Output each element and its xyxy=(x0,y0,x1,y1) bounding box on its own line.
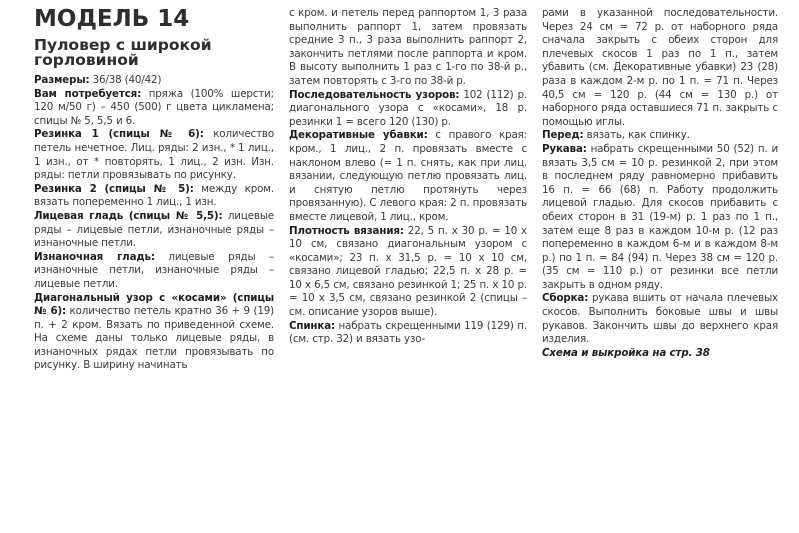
section-text: пряжа (100% шерсти; 120 м/50 г) – 450 (500) г цвета цикламена; спицы № 5, 5,5 и 6. xyxy=(34,87,274,127)
column-3-body xyxy=(542,7,778,347)
section-text: 22, 5 п. х 30 р. = 10 х 10 см, связано диагональным узором с «косами»; 23 п. х 31,5 р. = 10 х 10 см, связано лицевой гладью; 22,5 п. х 28 р. = 10 х 6,5 см, связано резинкой 1; 25 п. х 10 р. = 10 х 3,5 см, связано резинкой 2 (спицы – см. описание узоров выше). xyxy=(289,224,527,319)
section-text: с кром. и петель перед раппортом 1, 3 раза выполнить раппорт 1, затем провязать средние 3 п., 3 раза выполнить раппорт 2, закончить петлями после раппорта и кром. В высоту выполнить 1 раз с 1-го по 38-й р., затем повторять с 3-го по 38-й р. xyxy=(289,7,527,87)
paragraph xyxy=(289,7,527,89)
paragraph xyxy=(34,74,274,88)
paragraph xyxy=(542,129,778,143)
section-text: количество петель нечетное. Лиц. ряды: 2 изн., * 1 лиц., 1 изн., от * повторять, 1 лиц., 2 изн. Изн. ряды: петли провязывать по рисунку. xyxy=(34,128,274,182)
section-heading: Декоративные убавки: xyxy=(289,129,428,142)
section-text: количество петель кратно 36 + 9 (19) п. + 2 кром. Вязать по приведенной схеме. На схеме даны только лицевые ряды, в изнаночных рядах петли провязывать по рисунку. В ширину начинать xyxy=(34,305,274,372)
section-heading: Диагональный узор с «косами» (спицы № 6): xyxy=(34,291,274,318)
section-text: набрать скрещенными 50 (52) п. и вязать 3,5 см = 10 р. резинкой 2, при этом в последнем ряду равномерно прибавить 16 п. = 66 (68) п. Работу продолжить лицевой гладью. Для скосов прибавить с обеих сторон в 31 (19-м) р. 1 раз по 1 п., затем еще 8 раз в каждом 10-м р. (12 раз попеременно в каждом 6-м и в каждом 8-м р.) по 1 п. = 84 (94) п. Через 38 см = 120 р. (35 см = 110 р.) от резинки все петли закрыть в одном ряду. xyxy=(542,142,778,291)
paragraph xyxy=(289,89,527,130)
section-heading: Последовательность узоров: xyxy=(289,88,460,101)
paragraph xyxy=(34,183,274,210)
section-heading: Резинка 1 (спицы № 6): xyxy=(34,128,204,141)
section-text: набрать скрещенными 119 (129) п. (см. стр. 32) и вязать узо- xyxy=(289,319,527,346)
section-heading: Изнаночная гладь: xyxy=(34,250,155,263)
section-text: рами в указанной последовательности. Через 24 см = 72 р. от наборного ряда сначала закрыть с обеих сторон для плечевых скосов 1 раз по 1 п., затем убавить (см. Декоративные убавки) 23 (28) раза в каждом 2-м р. по 1 п. = 71 п. Через 40,5 см = 120 р. (44 см = 130 р.) от наборного ряда оставшиеся 71 п. закрыть с помощью иглы. xyxy=(542,7,778,128)
paragraph xyxy=(289,129,527,224)
section-heading: Резинка 2 (спицы № 5): xyxy=(34,182,194,195)
section-heading: Плотность вязания: xyxy=(289,224,404,237)
section-text: лицевые ряды – лицевые петли, изнаночные ряды – изнаночные петли. xyxy=(34,209,274,250)
model-title: МОДЕЛЬ 14 xyxy=(34,6,190,32)
paragraph xyxy=(34,210,274,251)
paragraph xyxy=(542,143,778,293)
section-heading: Размеры: xyxy=(34,74,90,86)
paragraph xyxy=(34,88,274,129)
column-3 xyxy=(542,7,778,360)
section-heading: Вам потребуется: xyxy=(34,87,142,100)
section-text: с правого края: кром., 1 лиц., 2 п. провязать вместе с наклоном влево (= 1 п. снять, как при лиц. вязании, следующую петлю провязать лиц. и снятую петлю протянуть через провязанную). С левого края: 2 п. провязать вместе лицевой, 1 лиц., кром. xyxy=(289,129,528,223)
section-text: вязать, как спинку. xyxy=(583,129,690,142)
section-heading: Рукава: xyxy=(542,142,587,155)
column-1-body xyxy=(34,74,274,373)
paragraph xyxy=(34,251,274,292)
section-text: между кром. вязать попеременно 1 лиц., 1 изн. xyxy=(34,182,274,209)
column-2 xyxy=(289,7,527,347)
paragraph xyxy=(542,7,778,129)
section-text: 102 (112) р. диагонального узора с «косами», 18 р. резинки 1 = всего 120 (130) р. xyxy=(289,88,527,128)
column-2-body xyxy=(289,7,527,347)
section-text: 36/38 (40/42) xyxy=(89,74,162,86)
section-heading: Лицевая гладь (спицы № 5,5): xyxy=(34,209,223,222)
section-text: рукава вшить от начала плечевых скосов. Выполнить боковые швы и швы рукавов. Закончить швы до верхнего края изделия. xyxy=(542,292,778,346)
model-subtitle: Пуловер с широкой горловиной xyxy=(34,36,212,69)
section-heading: Перед: xyxy=(542,129,584,142)
paragraph xyxy=(289,225,527,320)
section-heading: Сборка: xyxy=(542,292,589,305)
pattern-reference: Схема и выкройка на стр. 38 xyxy=(542,346,710,359)
paragraph xyxy=(34,128,274,182)
paragraph xyxy=(542,292,778,346)
section-heading: Спинка: xyxy=(289,319,336,332)
paragraph xyxy=(289,320,527,347)
column-1 xyxy=(34,7,274,373)
paragraph xyxy=(34,292,274,374)
section-text: лицевые ряды – изнаночные петли, изнаночные ряды – лицевые петли. xyxy=(34,250,274,290)
